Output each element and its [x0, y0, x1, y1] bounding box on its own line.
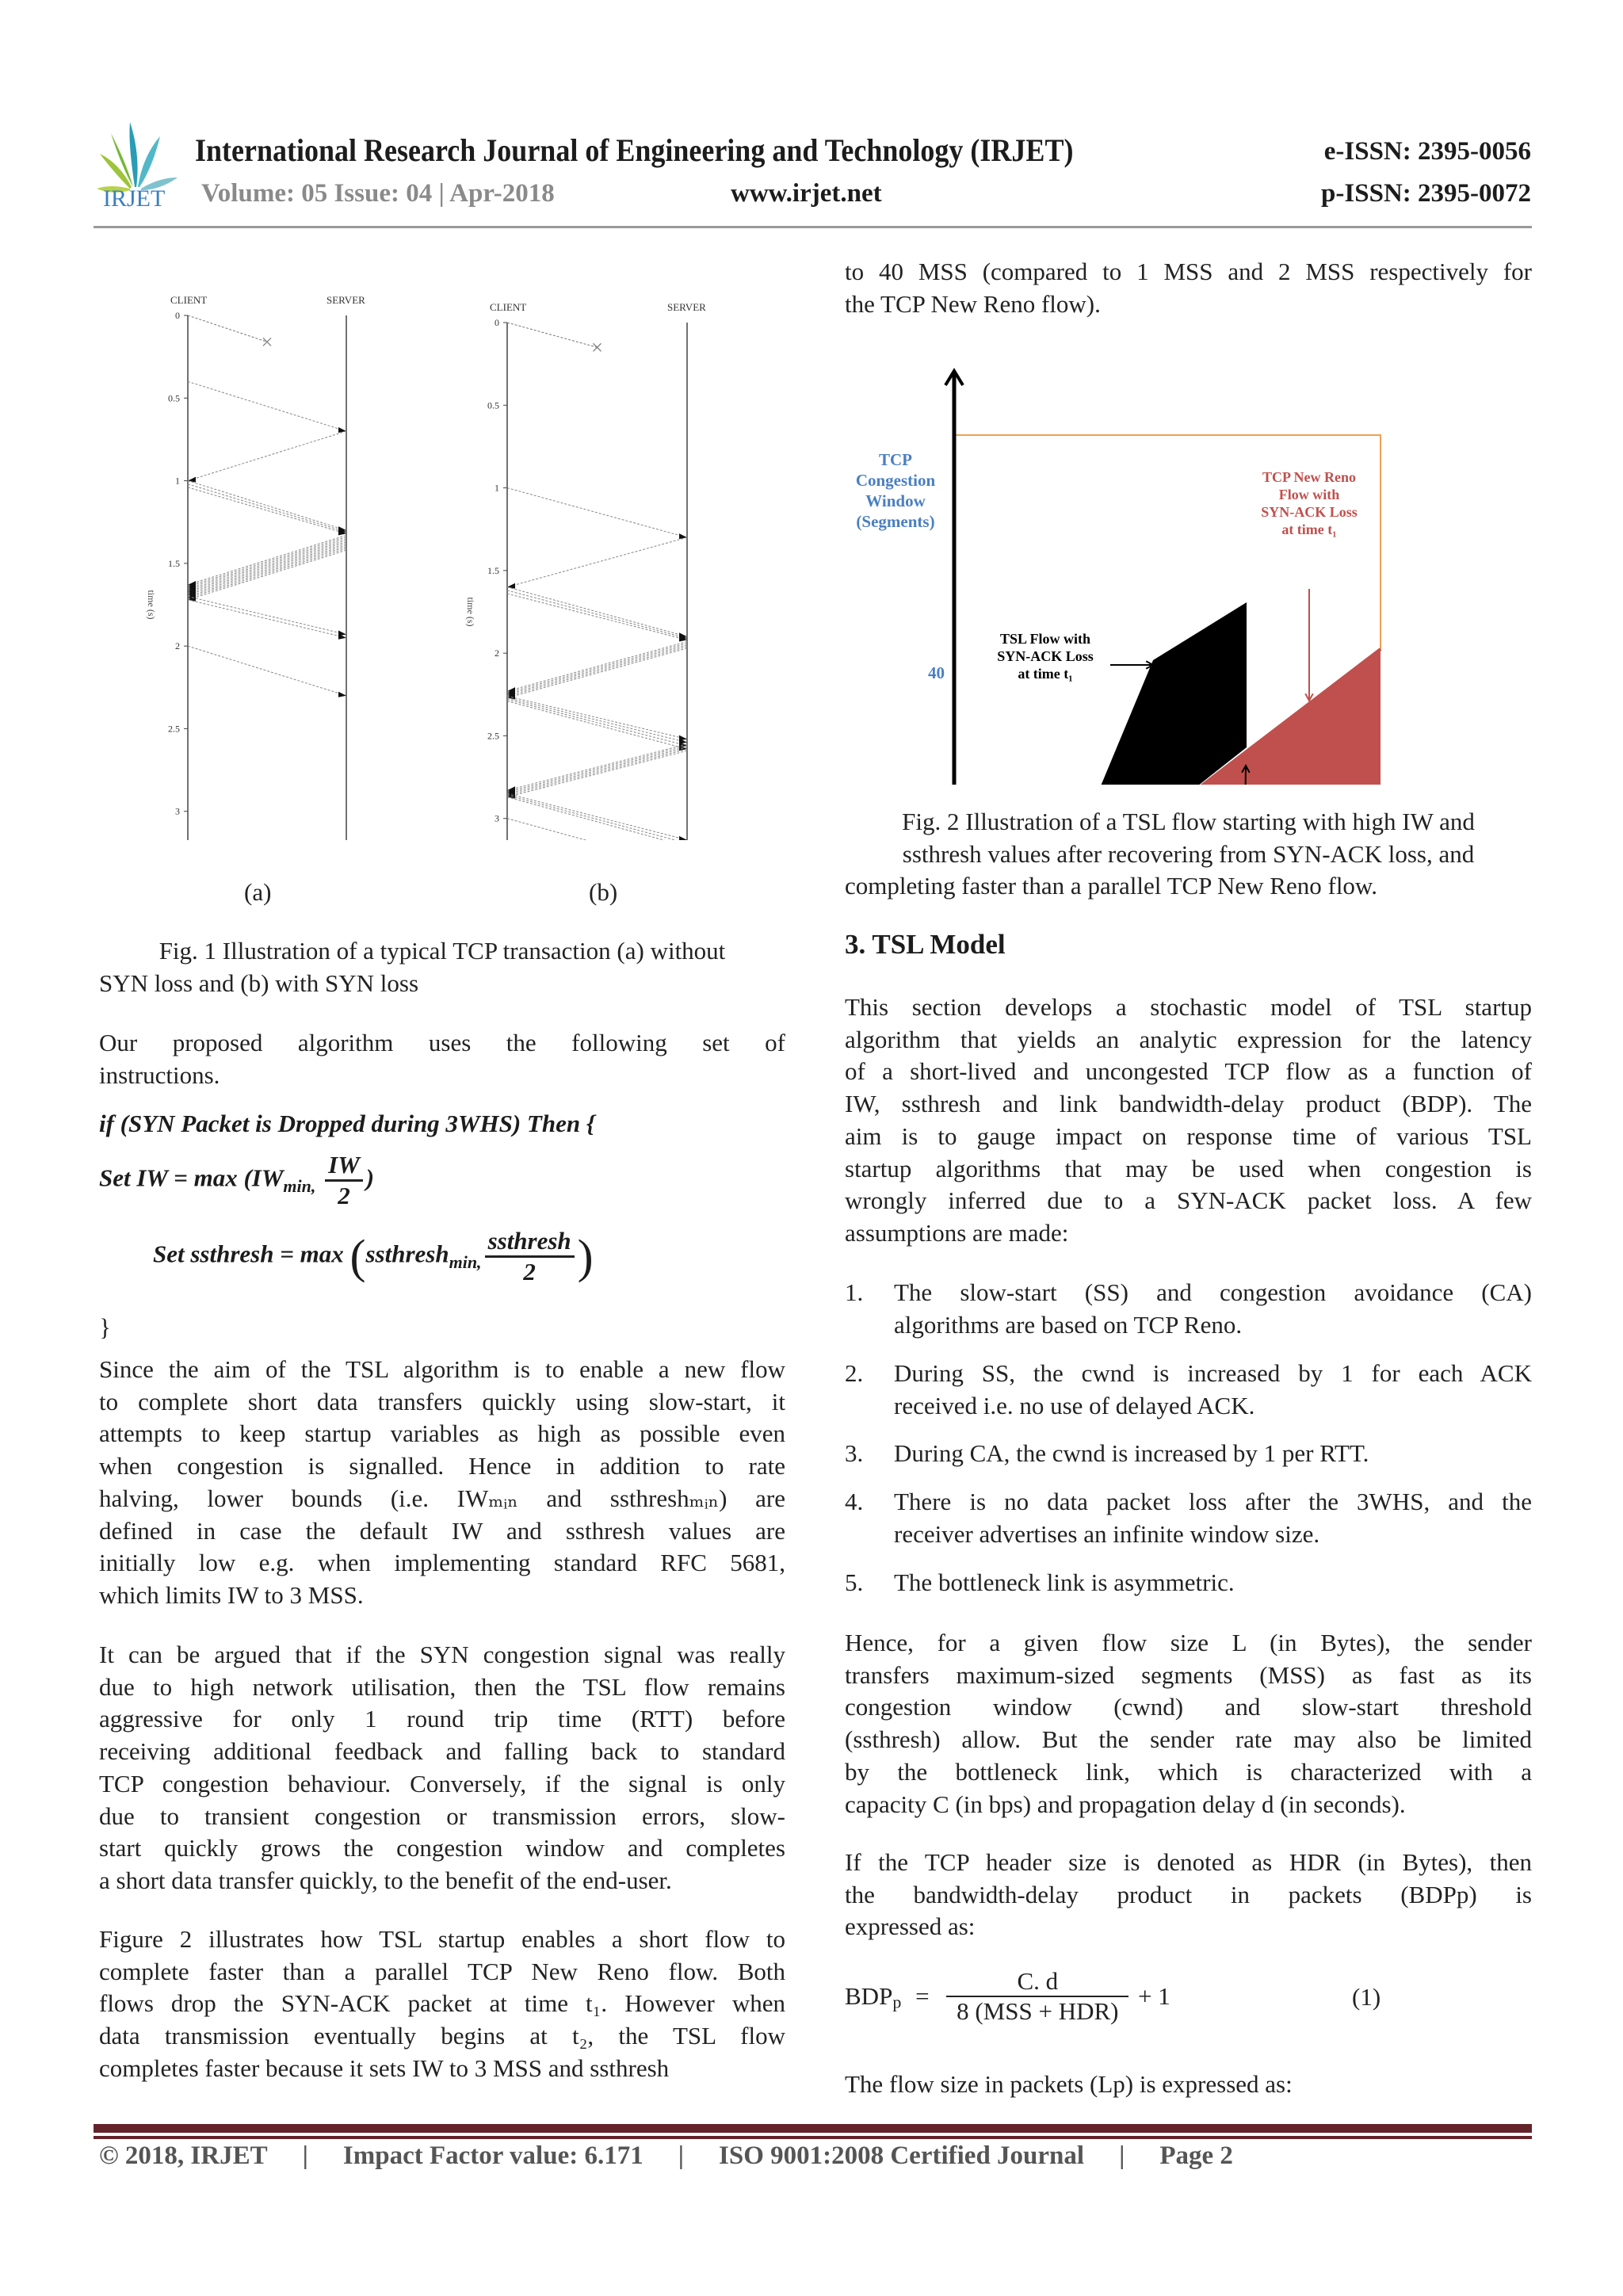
- left-paragraph-1: [99, 1354, 785, 1612]
- message-line: [188, 484, 346, 532]
- max-window-outline: [954, 435, 1381, 650]
- message-line: [188, 487, 346, 533]
- iw-fraction: [325, 1151, 363, 1210]
- y-tick-label: 0: [495, 317, 499, 328]
- message-line: [507, 747, 687, 793]
- arrowhead-icon: [679, 836, 687, 840]
- iw-denominator: 2: [338, 1182, 350, 1209]
- text-line: The slow-start (SS) and congestion avoidance (CA): [894, 1278, 1532, 1306]
- message-line: [507, 590, 687, 638]
- y-tick-label: 1: [495, 482, 499, 494]
- figure-2-congestion-window-chart: [840, 357, 1537, 785]
- message-line: [188, 646, 346, 696]
- text-line: instructions.: [99, 1060, 220, 1089]
- ss-denominator: 2: [523, 1258, 536, 1286]
- message-line: [507, 696, 687, 739]
- message-line: [507, 645, 687, 695]
- left-paragraph-3: [99, 1924, 785, 2085]
- figure-1-caption: [99, 935, 785, 999]
- y-axis-label-line: (Segments): [856, 512, 935, 531]
- text-line: attempts to keep startup variables as high as possible even: [99, 1419, 785, 1448]
- y-tick-label: 40: [928, 663, 945, 682]
- message-line: [188, 481, 346, 531]
- eq-equals: =: [915, 1982, 930, 2010]
- text-line: a short data transfer quickly, to the benefit of the end-user.: [99, 1866, 672, 1894]
- iw-numerator: IW: [325, 1151, 363, 1182]
- algo-set-ssthresh: [153, 1227, 594, 1286]
- y-tick-label: 1.5: [487, 564, 499, 576]
- figure-2-caption: [845, 806, 1532, 903]
- client-label: CLIENT: [170, 294, 208, 306]
- text-line: algorithms are based on TCP Reno.: [894, 1310, 1243, 1339]
- tsl-flow-label-line: at time t₁: [1018, 666, 1073, 682]
- header-divider: [94, 226, 1532, 228]
- journal-logo: [94, 117, 181, 212]
- footer-copyright: © 2018, IRJET: [99, 2141, 268, 2170]
- footer-separator: |: [1119, 2141, 1125, 2170]
- list-text: [894, 1567, 1532, 1599]
- ss-sub: min,: [449, 1251, 482, 1272]
- message-line: [507, 701, 687, 749]
- figure-1-sequence-diagrams: [119, 285, 753, 840]
- text-line: (ssthresh) allow. But the sender rate may also be limited: [845, 1725, 1532, 1754]
- eq-fraction: [946, 1967, 1128, 2026]
- algo-set-iw: [99, 1151, 374, 1210]
- fig1-label-a: (a): [244, 878, 272, 906]
- message-line: [507, 594, 687, 640]
- message-line: [507, 697, 687, 742]
- text-line: Figure 2 illustrates how TSL startup enables a short flow to: [99, 1925, 785, 1953]
- lost-packet-line: [507, 323, 598, 347]
- tsl-flow-area: [1096, 602, 1247, 785]
- text-line: ssthresh values after recovering from SYN-ACK loss, and: [902, 839, 1475, 868]
- reno-flow-label-line: SYN-ACK Loss: [1261, 504, 1358, 520]
- text-line: SYN loss and (b) with SYN loss: [99, 968, 419, 997]
- text-line: During SS, the cwnd is increased by 1 for each ACK: [894, 1359, 1532, 1387]
- right-paragraph-2: [845, 1627, 1532, 1820]
- text-line: received i.e. no use of delayed ACK.: [894, 1391, 1255, 1419]
- eq-number: (1): [1352, 1983, 1381, 2011]
- footer-separator: |: [302, 2141, 308, 2170]
- message-line: [188, 535, 346, 585]
- text-line: Since the aim of the TSL algorithm is to enable a new flow: [99, 1355, 785, 1383]
- reno-flow-label-line: Flow with: [1278, 487, 1340, 502]
- text-line: completes faster because it sets IW to 3 MSS and ssthresh: [99, 2053, 670, 2082]
- text-line: halving, lower bounds (i.e. IWₘᵢₙ and ssthreshₘᵢₙ) are: [99, 1484, 785, 1512]
- right-paragraph-3: [845, 1847, 1532, 1943]
- footer-divider-thin: [94, 2136, 1532, 2139]
- list-number: 1.: [845, 1278, 864, 1306]
- text-line: IW, ssthresh and link bandwidth-delay product (BDP). The: [845, 1090, 1532, 1118]
- message-line: [188, 544, 346, 594]
- eq-lhs-sub: p: [892, 1992, 902, 2012]
- message-line: [188, 545, 346, 595]
- message-line: [507, 488, 687, 538]
- message-line: [188, 539, 346, 589]
- client-label: CLIENT: [490, 301, 527, 313]
- message-line: [188, 600, 346, 638]
- text-line: Fig. 1 Illustration of a typical TCP transaction (a) without: [158, 937, 726, 965]
- list-text: [894, 1486, 1532, 1550]
- p-issn: p-ISSN: 2395-0072: [1321, 179, 1531, 208]
- message-line: [507, 796, 687, 840]
- fig1-label-b: (b): [589, 878, 618, 906]
- text-line: complete faster than a parallel TCP New Reno flow. Both: [99, 1957, 785, 1985]
- list-text: [894, 1358, 1532, 1422]
- text-line: when congestion is signalled. Hence in addition to rate: [99, 1452, 785, 1480]
- intro-paragraph: [99, 1027, 785, 1091]
- text-line: startup algorithms that may be used when congestion is: [845, 1154, 1532, 1182]
- message-line: [188, 542, 346, 592]
- y-tick-label: 2.5: [168, 723, 180, 735]
- right-paragraph-4: [845, 2069, 1532, 2101]
- text-line: The bottleneck link is asymmetric.: [894, 1568, 1235, 1596]
- arrowhead-icon: [338, 692, 346, 697]
- y-tick-label: 2.5: [487, 730, 499, 742]
- text-line: due to transient congestion or transmission errors, slow-: [99, 1801, 785, 1830]
- text-line: receiver advertises an infinite window size.: [894, 1519, 1320, 1548]
- loss-x-icon: [263, 338, 271, 346]
- text-line: of a short-lived and uncongested TCP flow as a function of: [845, 1057, 1532, 1086]
- text-line: TCP congestion behaviour. Conversely, if the signal is only: [99, 1769, 785, 1797]
- text-line: wrongly inferred due to a SYN-ACK packet loss. A few: [845, 1186, 1532, 1215]
- reno-flow-label-line: TCP New Reno: [1262, 469, 1356, 485]
- text-line: aim is to gauge impact on response time of various TSL: [845, 1121, 1532, 1150]
- text-line: During CA, the cwnd is increased by 1 per RTT.: [894, 1439, 1369, 1467]
- list-text: [894, 1277, 1532, 1341]
- message-line: [507, 749, 687, 795]
- message-line: [188, 547, 346, 597]
- message-line: [507, 744, 687, 790]
- lost-packet-line: [188, 315, 267, 342]
- message-line: [507, 793, 687, 839]
- text-line: flows drop the SYN-ACK packet at time t₁. However when: [99, 1989, 785, 2018]
- text-line: Fig. 2 Illustration of a TSL flow starting with high IW and: [902, 808, 1475, 835]
- footer-page-number: Page 2: [1159, 2141, 1233, 2170]
- text-line: start quickly grows the congestion window and completes: [99, 1834, 785, 1862]
- right-paragraph-1: [845, 991, 1532, 1250]
- text-line: to complete short data transfers quickly using slow-start, it: [99, 1387, 785, 1415]
- equation-1: [845, 1967, 1381, 2026]
- list-number: 3.: [845, 1439, 864, 1467]
- text-line: due to high network utilisation, then the TSL flow remains: [99, 1672, 785, 1701]
- text-line: the bandwidth-delay product in packets (BDPp) is: [845, 1880, 1532, 1908]
- message-line: [507, 648, 687, 698]
- text-line: which limits IW to 3 MSS.: [99, 1580, 364, 1609]
- message-line: [188, 597, 346, 635]
- section-heading: 3. TSL Model: [845, 929, 1006, 960]
- algo-close-brace: }: [99, 1313, 111, 1341]
- text-line: This section develops a stochastic model of TSL startup: [845, 993, 1532, 1021]
- text-line: the TCP New Reno flow).: [845, 289, 1101, 318]
- left-paragraph-2: [99, 1639, 785, 1897]
- text-line: capacity C (in bps) and propagation delay d (in seconds).: [845, 1790, 1406, 1818]
- ss-open-paren: (: [349, 1230, 366, 1283]
- iw-close-paren: ): [365, 1163, 375, 1192]
- footer-divider: [94, 2124, 1532, 2133]
- y-tick-label: 0.5: [487, 399, 499, 411]
- text-line: transfers maximum-sized segments (MSS) as fast as its: [845, 1660, 1532, 1689]
- eq-plus-one: + 1: [1138, 1982, 1170, 2010]
- text-line: expressed as:: [845, 1912, 976, 1941]
- text-line: receiving additional feedback and falling back to standard: [99, 1737, 785, 1766]
- server-label: SERVER: [327, 294, 365, 306]
- message-line: [507, 537, 687, 587]
- text-line: If the TCP header size is denoted as HDR (in Bytes), then: [845, 1848, 1532, 1876]
- text-line: It can be argued that if the SYN congestion signal was really: [99, 1641, 785, 1668]
- y-tick-label: 0: [175, 310, 180, 321]
- y-tick-label: 1.5: [168, 557, 180, 569]
- eq-numerator: C. d: [946, 1967, 1128, 1997]
- ss-lhs: Set ssthresh = max: [153, 1240, 344, 1268]
- footer-iso: ISO 9001:2008 Certified Journal: [719, 2141, 1085, 2170]
- message-line: [507, 587, 687, 637]
- message-line: [507, 700, 687, 746]
- text-line: congestion window (cwnd) and slow-start threshold: [845, 1693, 1532, 1721]
- y-tick-label: 3: [175, 805, 180, 817]
- e-issn: e-ISSN: 2395-0056: [1323, 137, 1531, 166]
- footer-impact-factor: Impact Factor value: 6.171: [342, 2141, 643, 2170]
- y-axis-label: time (s): [146, 590, 157, 620]
- y-axis-label-line: TCP: [879, 450, 912, 469]
- ss-fraction: [485, 1227, 575, 1286]
- message-line: [507, 797, 687, 840]
- message-line: [507, 751, 687, 797]
- message-line: [188, 537, 346, 586]
- list-number: 4.: [845, 1488, 864, 1515]
- journal-title: International Research Journal of Engineering and Technology (IRJET): [195, 132, 1074, 168]
- text-line: by the bottleneck link, which is characterized with a: [845, 1757, 1532, 1786]
- message-line: [507, 647, 687, 697]
- text-line: assumptions are made:: [845, 1218, 1069, 1247]
- text-line: to 40 MSS (compared to 1 MSS and 2 MSS respectively for: [845, 258, 1532, 285]
- message-line: [188, 431, 346, 481]
- list-number: 2.: [845, 1359, 864, 1387]
- y-tick-label: 0.5: [168, 392, 180, 404]
- text-line: data transmission eventually begins at t₂, the TSL flow: [99, 2022, 785, 2050]
- ss-var: ssthresh: [365, 1240, 449, 1268]
- eq-denominator: 8 (MSS + HDR): [957, 1997, 1119, 2025]
- text-line: There is no data packet loss after the 3WHS, and the: [894, 1488, 1532, 1515]
- text-line: Hence, for a given flow size L (in Bytes), the sender: [845, 1629, 1532, 1656]
- y-axis-label-line: Window: [865, 491, 926, 510]
- y-tick-label: 1: [175, 475, 180, 487]
- message-line: [188, 541, 346, 590]
- y-axis-label: time (s): [465, 597, 476, 627]
- message-line: [507, 644, 687, 693]
- ss-close-paren: ): [577, 1230, 594, 1283]
- list-text: [894, 1438, 1532, 1470]
- loss-x-icon: [594, 343, 601, 351]
- y-tick-label: 3: [495, 812, 499, 824]
- tsl-flow-label-line: SYN-ACK Loss: [997, 648, 1094, 664]
- list-number: 5.: [845, 1568, 864, 1596]
- footer-separator: |: [678, 2141, 684, 2170]
- text-line: Our proposed algorithm uses the following set of: [99, 1029, 785, 1056]
- y-axis-label-line: Congestion: [855, 471, 936, 490]
- message-line: [507, 642, 687, 692]
- ss-numerator: ssthresh: [485, 1227, 575, 1258]
- website-link[interactable]: www.irjet.net: [731, 179, 882, 208]
- message-line: [188, 381, 346, 431]
- iw-sub: min,: [283, 1175, 316, 1196]
- text-line: The flow size in packets (Lp) is expressed as:: [845, 2070, 1293, 2098]
- algo-if-line: if (SYN Packet is Dropped during 3WHS) Then {: [99, 1110, 595, 1137]
- text-line: defined in case the default IW and ssthresh values are: [99, 1516, 785, 1545]
- logo-text: IRJET: [103, 185, 166, 212]
- text-line: completing faster than a parallel TCP New Reno flow.: [845, 872, 1378, 900]
- message-line: [188, 550, 346, 600]
- y-tick-label: 2: [495, 648, 499, 659]
- text-line: initially low e.g. when implementing standard RFC 5681,: [99, 1549, 785, 1577]
- y-tick-label: 2: [175, 640, 180, 652]
- server-label: SERVER: [667, 301, 706, 313]
- eq-lhs: BDP: [845, 1982, 893, 2010]
- tsl-flow-label-line: TSL Flow with: [999, 631, 1091, 647]
- text-line: algorithm that yields an analytic expression for the latency: [845, 1025, 1532, 1053]
- footer: [99, 2141, 1233, 2171]
- iw-lhs: Set IW = max (IW: [99, 1163, 284, 1192]
- text-line: aggressive for only 1 round trip time (RTT) before: [99, 1705, 785, 1733]
- volume-issue: Volume: 05 Issue: 04 | Apr-2018: [201, 179, 555, 208]
- message-line: [188, 548, 346, 598]
- message-line: [507, 746, 687, 792]
- reno-flow-label-line: at time t₁: [1281, 521, 1337, 537]
- right-paragraph-0: [845, 256, 1532, 320]
